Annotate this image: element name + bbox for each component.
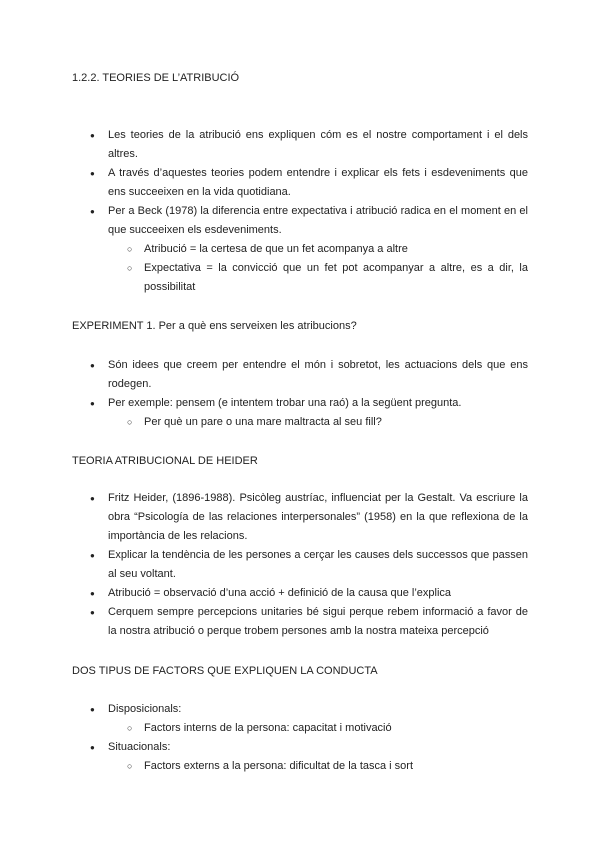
bullet-list: [72, 489, 528, 641]
section-title: TEORIA ATRIBUCIONAL DE HEIDER: [72, 455, 258, 467]
list-item: ● A través d’aquestes teories podem entendre i explicar els fets i esdeveniments que ens succeeixen en la vida quotidiana.: [72, 164, 528, 202]
list-item: ● Per a Beck (1978) la diferencia entre expectativa i atribució radica en el moment en el que succeeixen els esdeveniments.: [72, 202, 528, 240]
section-title: DOS TIPUS DE FACTORS QUE EXPLIQUEN LA CONDUCTA: [72, 665, 378, 677]
sub-list-item: ○ Per què un pare o una mare maltracta al seu fill?: [72, 413, 528, 432]
section-attribution-theories: [72, 69, 528, 88]
sub-list-item: ○ Factors interns de la persona: capacitat i motivació: [72, 719, 528, 738]
bullet-list: [72, 700, 528, 776]
section-title: EXPERIMENT 1. Per a què ens serveixen les atribucions?: [72, 320, 357, 332]
list-item: ● Són idees que creem per entendre el món i sobretot, les actuacions dels que ens rodegen.: [72, 356, 528, 394]
list-item: ● Explicar la tendència de les persones a cerçar les causes dels successos que passen al seu voltant.: [72, 546, 528, 584]
list-item: ● Per exemple: pensem (e intentem trobar una raó) a la següent pregunta.: [72, 394, 528, 413]
section-experiment-1: [72, 317, 528, 336]
sub-list-item: ○ Expectativa = la convicció que un fet pot acompanyar a altre, es a dir, la possibilitat: [72, 259, 528, 297]
list-item: ● Les teories de la atribució ens expliquen cóm es el nostre comportament i el dels altres.: [72, 126, 528, 164]
bullet-list: [72, 356, 528, 432]
section-heider-theory: [72, 452, 528, 471]
section-title: 1.2.2. TEORIES DE L’ATRIBUCIÓ: [72, 72, 240, 84]
list-item: ● Atribució = observació d’una acció + definició de la causa que l’explica: [72, 584, 528, 603]
bullet-list: [72, 126, 528, 297]
list-item: ● Cerquem sempre percepcions unitaries bé sigui perque rebem informació a favor de la nostra atribució o perque trobem persones amb la nostra mateixa percepció: [72, 603, 528, 641]
sub-list-item: ○ Factors externs a la persona: dificultat de la tasca i sort: [72, 757, 528, 776]
list-item: ● Fritz Heider, (1896-1988). Psicòleg austríac, influenciat per la Gestalt. Va escriure la obra “Psicología de las relaciones interpersonales” (1958) en la que reflexiona de la importància de les relacions.: [72, 489, 528, 546]
list-item: ● Situacionals:: [72, 738, 528, 757]
section-behavior-factors: [72, 662, 528, 681]
sub-list-item: ○ Atribució = la certesa de que un fet acompanya a altre: [72, 240, 528, 259]
list-item: ● Disposicionals:: [72, 700, 528, 719]
